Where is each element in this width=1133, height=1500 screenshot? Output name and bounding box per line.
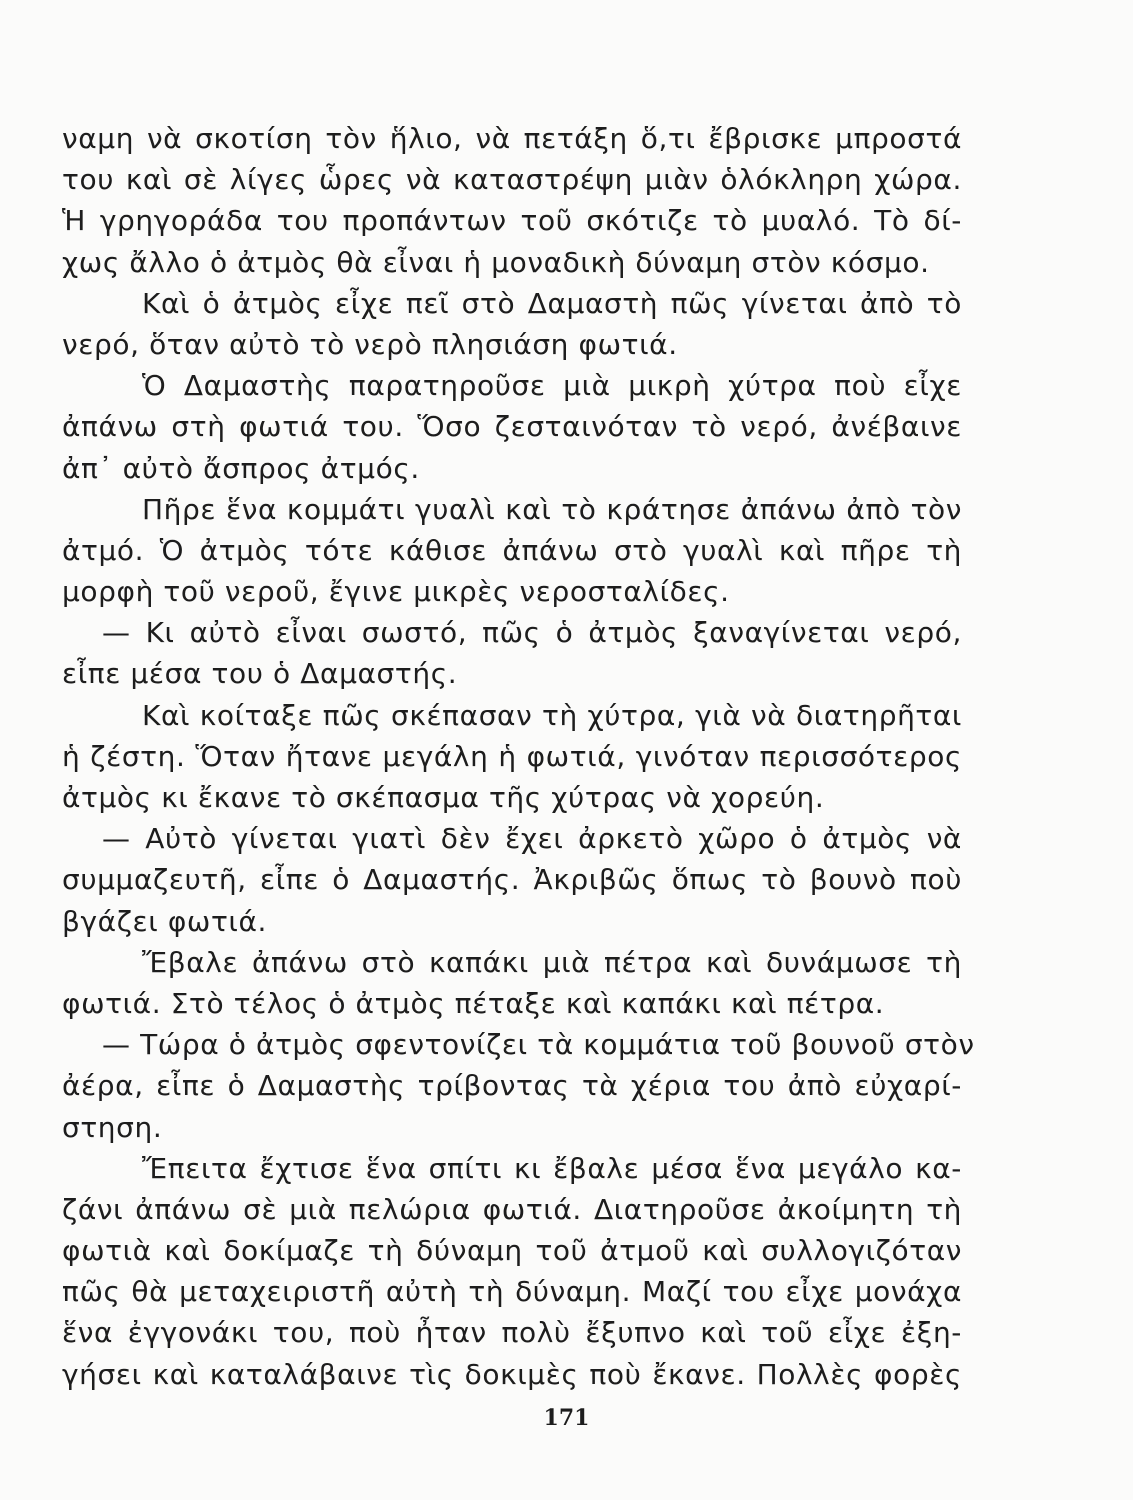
text-line: — Αὐτὸ γίνεται γιατὶ δὲν ἔχει ἀρκετὸ χῶρο ὁ ἀτμὸς νὰ: [102, 822, 962, 856]
text-line: εἶπε μέσα του ὁ Δαμαστής.: [62, 657, 458, 691]
text-line: πῶς θὰ μεταχειριστῆ αὐτὴ τὴ δύναμη. Μαζί του εἶχε μονάχα: [62, 1275, 962, 1309]
text-line: Καὶ κοίταξε πῶς σκέπασαν τὴ χύτρα, γιὰ νὰ διατηρῆται: [142, 698, 962, 732]
text-line: Ἡ γρηγοράδα του προπάντων τοῦ σκότιζε τὸ μυαλό. Τὸ δί-: [62, 204, 962, 238]
text-line: Ἔπειτα ἔχτισε ἕνα σπίτι κι ἔβαλε μέσα ἕνα μεγάλο κα-: [142, 1151, 962, 1185]
text-line: φωτιά. Στὸ τέλος ὁ ἀτμὸς πέταξε καὶ καπάκι καὶ πέτρα.: [62, 986, 885, 1020]
text-line: ἀπάνω στὴ φωτιά του. Ὅσο ζεσταινόταν τὸ νερό, ἀνέβαινε: [62, 410, 962, 444]
text-line: ἀτμὸς κι ἔκανε τὸ σκέπασμα τῆς χύτρας νὰ χορεύη.: [62, 781, 825, 814]
text-line: ἀτμό. Ὁ ἀτμὸς τότε κάθισε ἀπάνω στὸ γυαλὶ καὶ πῆρε τὴ: [62, 533, 962, 567]
text-line: ἀπ᾿ αὐτὸ ἄσπρος ἀτμός.: [62, 451, 420, 485]
text-line: ζάνι ἀπάνω σὲ μιὰ πελώρια φωτιά. Διατηροῦσε ἀκοίμητη τὴ: [62, 1192, 962, 1226]
text-line: βγάζει φωτιά.: [62, 904, 268, 938]
text-line: — Κι αὐτὸ εἶναι σωστό, πῶς ὁ ἀτμὸς ξαναγίνεται νερό,: [102, 616, 962, 650]
body-text: [62, 118, 975, 1395]
text-line: ναμη νὰ σκοτίση τὸν ἥλιο, νὰ πετάξη ὅ,τι ἔβρισκε μπροστά: [62, 122, 962, 155]
text-line: Ἔβαλε ἀπάνω στὸ καπάκι μιὰ πέτρα καὶ δυνάμωσε τὴ: [142, 945, 962, 979]
text-line: του καὶ σὲ λίγες ὧρες νὰ καταστρέψη μιὰν ὁλόκληρη χώρα.: [62, 163, 962, 197]
text-line: Ὁ Δαμαστὴς παρατηροῦσε μιὰ μικρὴ χύτρα ποὺ εἶχε: [142, 369, 962, 403]
page-number: 171: [543, 1405, 590, 1431]
text-line: Καὶ ὁ ἀτμὸς εἶχε πεῖ στὸ Δαμαστὴ πῶς γίνεται ἀπὸ τὸ: [142, 286, 962, 320]
text-line: ἕνα ἐγγονάκι του, ποὺ ἦταν πολὺ ἔξυπνο καὶ τοῦ εἶχε ἐξη-: [62, 1316, 962, 1350]
text-line: γήσει καὶ καταλάβαινε τὶς δοκιμὲς ποὺ ἔκανε. Πολλὲς φορὲς: [62, 1357, 962, 1391]
text-line: Πῆρε ἕνα κομμάτι γυαλὶ καὶ τὸ κράτησε ἀπάνω ἀπὸ τὸν: [142, 492, 962, 526]
text-line: ἀέρα, εἶπε ὁ Δαμαστὴς τρίβοντας τὰ χέρια του ἀπὸ εὐχαρί-: [62, 1069, 962, 1103]
text-line: — Τώρα ὁ ἀτμὸς σφεντονίζει τὰ κομμάτια τοῦ βουνοῦ στὸν: [102, 1028, 975, 1062]
text-line: μορφὴ τοῦ νεροῦ, ἔγινε μικρὲς νεροσταλίδες.: [62, 575, 730, 609]
text-line: χως ἄλλο ὁ ἀτμὸς θὰ εἶναι ἡ μοναδικὴ δύναμη στὸν κόσμο.: [62, 245, 930, 279]
text-line: ἡ ζέστη. Ὅταν ἤτανε μεγάλη ἡ φωτιά, γινόταν περισσότερος: [62, 739, 962, 773]
text-line: συμμαζευτῆ, εἶπε ὁ Δαμαστής. Ἀκριβῶς ὅπως τὸ βουνὸ ποὺ: [62, 863, 962, 897]
text-line: φωτιὰ καὶ δοκίμαζε τὴ δύναμη τοῦ ἀτμοῦ καὶ συλλογιζόταν: [62, 1234, 962, 1268]
text-line: νερό, ὅταν αὐτὸ τὸ νερὸ πλησιάση φωτιά.: [62, 327, 678, 361]
text-line: στηση.: [62, 1110, 163, 1144]
